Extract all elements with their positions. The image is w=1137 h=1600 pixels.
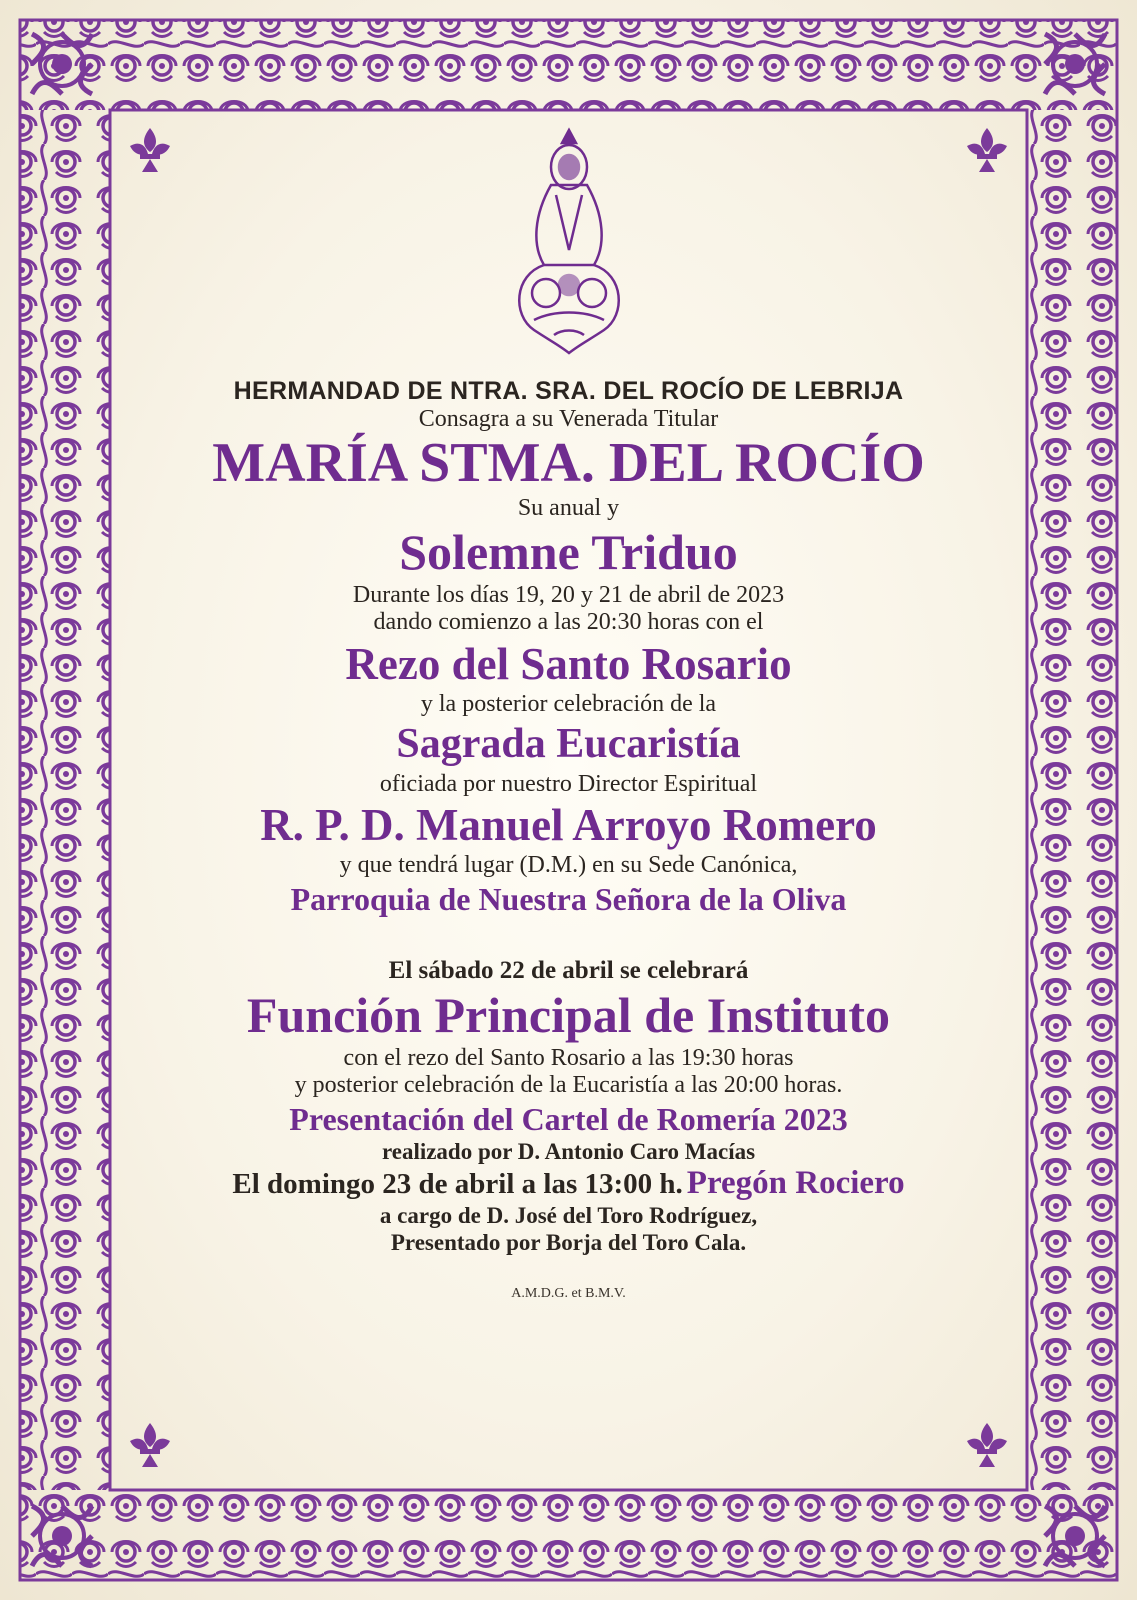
virgin-emblem-icon: [504, 125, 634, 355]
eucaristia-heading: Sagrada Eucaristía: [396, 721, 741, 768]
parroquia-name: Parroquia de Nuestra Señora de la Oliva: [290, 881, 847, 917]
director-name: R. P. D. Manuel Arroyo Romero: [260, 800, 877, 851]
su-anual-line: Su anual y: [517, 494, 620, 521]
oficiada-line: oficiada por nuestro Director Espiritual: [379, 770, 758, 797]
lugar-line: y que tendrá lugar (D.M.) en su Sede Canónica,: [339, 852, 798, 879]
cartel-heading: Presentación del Cartel de Romería 2023: [289, 1100, 848, 1137]
rezo-line: con el rezo del Santo Rosario a las 19:30 horas: [343, 1044, 794, 1071]
funcion-heading: Función Principal de Instituto: [246, 986, 891, 1043]
domingo-text: El domingo 23 de abril a las 13:00 h.: [232, 1168, 683, 1201]
triduo-heading: Solemne Triduo: [399, 523, 738, 580]
domingo-line: [140, 1165, 997, 1203]
realizado-line: realizado por D. Antonio Caro Macías: [381, 1139, 756, 1164]
start-line: dando comienzo a las 20:30 horas con el: [373, 609, 764, 636]
cargo-line: a cargo de D. José del Toro Rodríguez,: [379, 1203, 758, 1229]
dates-line: Durante los días 19, 20 y 21 de abril de 2023: [352, 581, 785, 608]
sabado-line: El sábado 22 de abril se celebrará: [388, 957, 749, 985]
brotherhood-name: HERMANDAD DE NTRA. SRA. DEL ROCÍO DE LEBRIJA: [233, 377, 904, 405]
pregon-text: Pregón Rociero: [686, 1165, 905, 1202]
footer-amdg: A.M.D.G. et B.M.V.: [511, 1286, 626, 1302]
eucaristia-line: y posterior celebración de la Eucaristía a las 20:00 horas.: [294, 1072, 843, 1099]
consagra-line: Consagra a su Venerada Titular: [418, 405, 719, 432]
title-maria: MARÍA STMA. DEL ROCÍO: [212, 432, 925, 495]
presentado-line: Presentado por Borja del Toro Cala.: [390, 1229, 747, 1255]
poster-content: [140, 125, 997, 1302]
rosario-heading: Rezo del Santo Rosario: [345, 638, 792, 689]
posterior-line: y la posterior celebración de la: [420, 690, 717, 717]
